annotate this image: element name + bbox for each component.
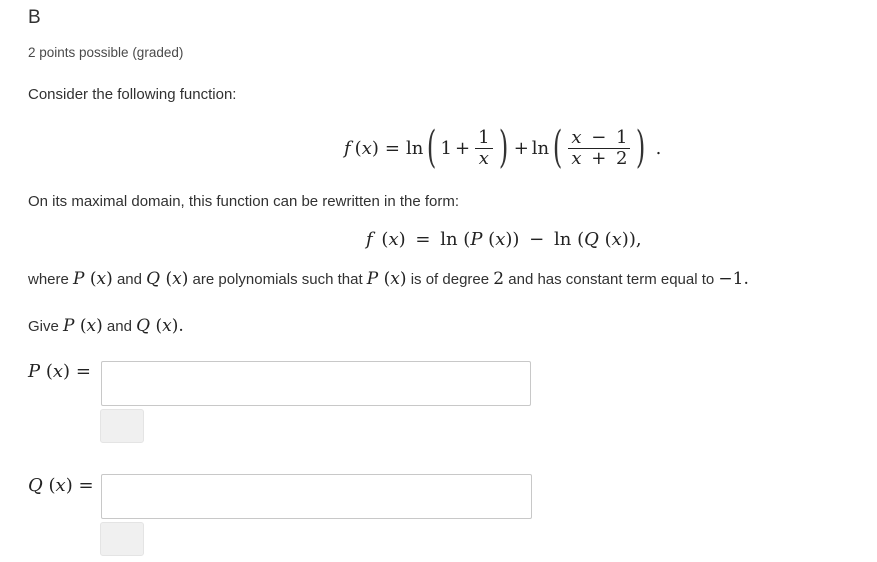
give-Q: Q [136,316,151,336]
q-label-eq: = [78,475,94,496]
p-answer-label [28,361,91,382]
rewritten-equation [366,229,642,250]
give-x: x [86,316,97,336]
where-sentence [28,268,749,291]
inline-P: P [73,269,85,289]
give-period: . [178,316,184,336]
math-x3: x [495,229,506,250]
math-rp4: ) [621,229,629,250]
q-label-x: x [55,475,66,496]
big-lparen-2: ( [553,122,563,173]
math-x4: x [611,229,622,250]
math-eq2: = [415,229,431,250]
inline-lp: ( [89,269,97,289]
inline-P-x [73,269,113,289]
inline-rp3: ) [399,269,407,289]
give-rp2: ) [171,316,179,336]
math-P: P [470,229,483,250]
inline-Q-x [146,269,188,289]
problem-heading: B [28,7,41,28]
where-text-4: is of degree [410,271,490,288]
math-two-den: 2 [616,147,628,169]
math-ln: ln [405,137,424,159]
give-lp2: ( [155,316,163,336]
math-lp5: ( [604,229,612,250]
math-plus-2: + [513,137,529,159]
inline-constant: −1 [718,269,744,289]
math-period: . [655,137,662,159]
p-label-rp: ) [63,361,71,382]
math-ln3: ln [440,229,458,250]
math-rp2: ) [505,229,513,250]
fraction-denominator: x [478,147,489,169]
domain-text: On its maximal domain, this function can be rewritten in the form: [28,193,460,210]
inline-rp: ) [106,269,113,289]
fraction-one-over-x [475,128,492,169]
math-lp2: ( [463,229,471,250]
math-comma: , [635,229,642,250]
q-answer-status-chip [100,522,144,556]
big-rparen-1: ) [498,122,508,173]
math-lparen: ( [354,137,362,159]
math-one-num: 1 [616,126,628,148]
math-rp: ) [398,229,406,250]
q-answer-input[interactable] [101,474,532,519]
big-rparen-2: ) [636,122,646,173]
fraction-denominator-2 [568,149,630,169]
give-Q-x [136,316,178,336]
p-answer-input[interactable] [101,361,531,406]
give-rp: ) [96,316,103,336]
give-text-1: Give [28,318,59,335]
p-answer-status-chip [100,409,144,443]
give-P-x [63,316,103,336]
p-label-x: x [52,361,64,382]
fraction-x-minus-1-over-x-plus-2 [568,128,630,169]
q-label-rp: ) [65,475,73,496]
fraction-numerator: 1 [475,128,492,149]
math-plus-den: + [591,147,607,169]
math-f2: f [366,229,373,250]
math-minus2: − [529,229,545,250]
math-Q: Q [584,229,599,250]
give-text-2: and [106,318,132,335]
fraction-numerator-2 [568,128,630,149]
math-lp: ( [381,229,389,250]
inline-x3: x [390,269,400,289]
math-minus: − [591,126,607,148]
inline-x: x [96,269,107,289]
inline-degree: 2 [493,269,505,289]
intro-text: Consider the following function: [28,86,237,103]
inline-x2: x [172,269,182,289]
where-text-1: where [28,271,69,288]
math-lp3: ( [488,229,496,250]
math-plus: + [454,137,471,159]
math-lp4: ( [577,229,585,250]
inline-period: . [743,269,749,289]
q-answer-label [28,475,94,496]
math-x-num: x [571,126,582,148]
p-label-P: P [28,361,41,382]
where-text-3: are polynomials such that [192,271,363,288]
math-rp5: ) [628,229,636,250]
inline-lp3: ( [383,269,391,289]
math-rparen: ) [371,137,379,159]
give-sentence [28,315,184,338]
math-one: 1 [440,137,452,159]
p-label-lp: ( [45,361,53,382]
math-ln-2: ln [531,137,550,159]
points-possible: 2 points possible (graded) [28,45,184,60]
math-equals: = [384,137,400,159]
give-x2: x [162,316,172,336]
math-ln4: ln [553,229,572,250]
inline-rp2: ) [181,269,189,289]
q-label-lp: ( [48,475,56,496]
math-f: f [344,137,351,159]
math-x2: x [388,229,399,250]
big-lparen-1: ( [427,122,437,173]
inline-lp2: ( [165,269,173,289]
math-x: x [361,137,372,159]
inline-P-x-2 [367,269,407,289]
q-label-Q: Q [28,475,43,496]
inline-P2: P [366,269,379,289]
p-label-eq: = [75,361,91,382]
math-rp3: ) [512,229,520,250]
math-x-den: x [571,147,582,169]
where-text-2: and [116,271,142,288]
function-equation [344,120,661,176]
inline-Q: Q [146,269,161,289]
give-P: P [63,316,75,336]
give-lp: ( [79,316,87,336]
where-text-5: and has constant term equal to [508,271,715,288]
